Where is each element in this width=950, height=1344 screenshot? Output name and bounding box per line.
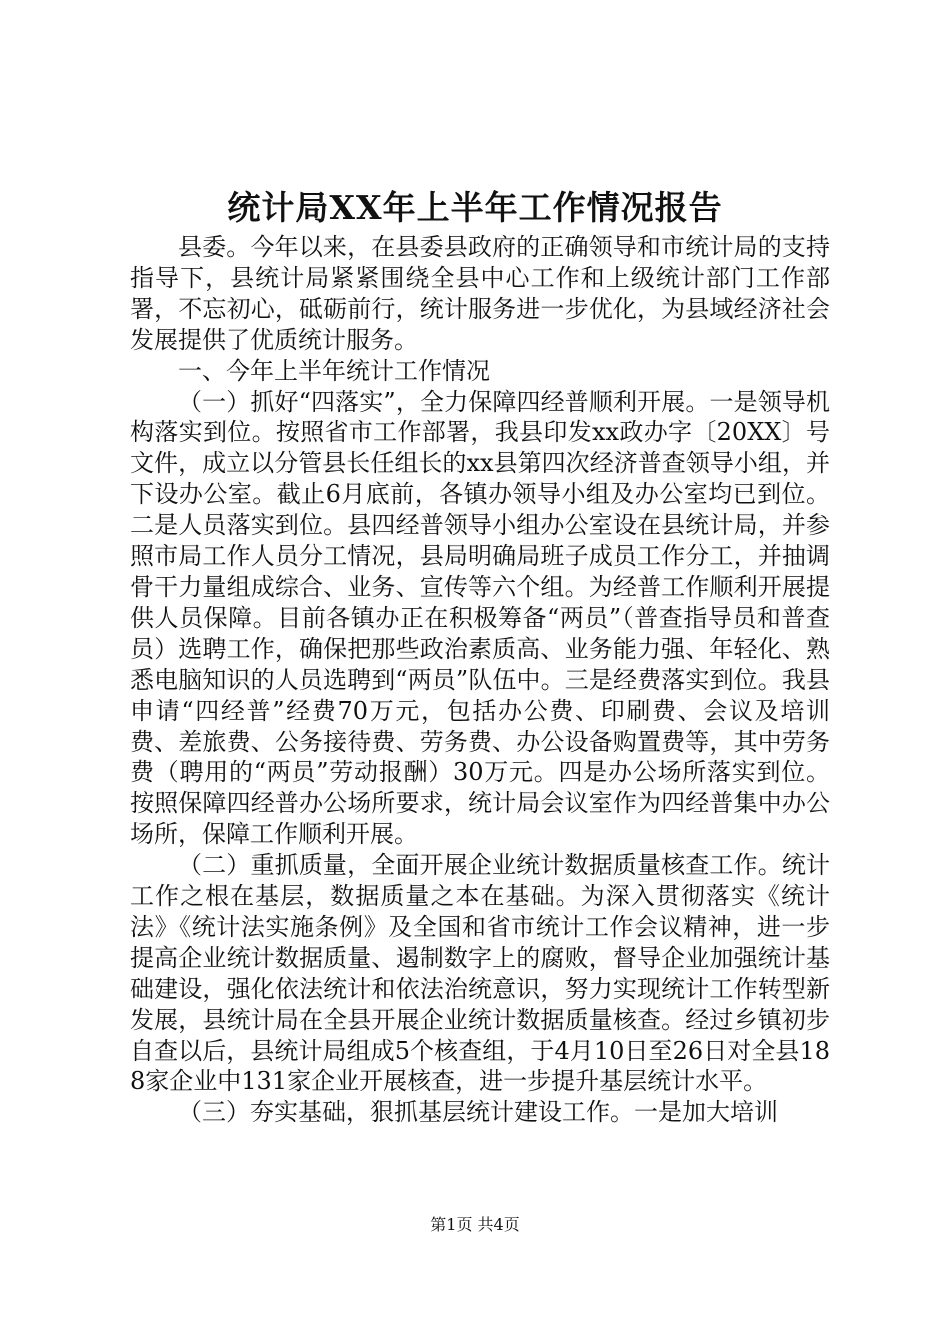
- paragraph-item-3: （三）夯实基础，狠抓基层统计建设工作。一是加大培训: [178, 1098, 778, 1127]
- paragraph-item-1: （一）抓好“四落实”，全力保障四经普顺利开展。一是领导机构落实到位。按照省市工作部署，我县印发xx政办字〔20XX〕号文件，成立以分管县长任组长的xx县第四次经济普查领导小组，并下设办公室。截止6月底前，各镇办领导小组及办公室均已到位。二是人员落实到位。县四经普领导小组办公室设在县统计局，并参照市局工作人员分工情况，县局明确局班子成员工作分工，并抽调骨干力量组成综合、业务、宣传等六个组。为经普工作顺利开展提供人员保障。目前各镇办正在积极筹备“两员”（普查指导员和普查员）选聘工作，确保把那些政治素质高、业务能力强、年轻化、熟悉电脑知识的人员选聘到“两员”队伍中。三是经费落实到位。我县申请“四经普”经费70万元，包括办公费、印刷费、会议及培训费、差旅费、公务接待费、劳务费、办公设备购置费等，其中劳务费（聘用的“两员”劳动报酬）30万元。四是办公场所落实到位。按照保障四经普办公场所要求，统计局会议室作为四经普集中办公场所，保障工作顺利开展。: [130, 387, 830, 849]
- document-body: [130, 232, 830, 1128]
- paragraph-intro: 县委。今年以来，在县委县政府的正确领导和市统计局的支持指导下，县统计局紧紧围绕全县中心工作和上级统计部门工作部署，不忘初心，砥砺前行，统计服务进一步优化，为县域经济社会发展提供了优质统计服务。: [130, 233, 830, 354]
- section-heading: 一、今年上半年统计工作情况: [178, 356, 490, 385]
- page-footer: 第1页 共4页: [430, 1215, 520, 1234]
- document-title: 统计局XX年上半年工作情况报告: [227, 188, 723, 227]
- paragraph-item-2: （二）重抓质量，全面开展企业统计数据质量核查工作。统计工作之根在基层，数据质量之本在基础。为深入贯彻落实《统计法》《统计法实施条例》及全国和省市统计工作会议精神，进一步提高企业统计数据质量、遏制数字上的腐败，督导企业加强统计基础建设，强化依法统计和依法治统意识，努力实现统计工作转型新发展，县统计局在全县开展企业统计数据质量核查。经过乡镇初步自查以后，县统计局组成5个核查组，于4月10日至26日对全县188家企业中131家企业开展核查，进一步提升基层统计水平。: [130, 851, 830, 1096]
